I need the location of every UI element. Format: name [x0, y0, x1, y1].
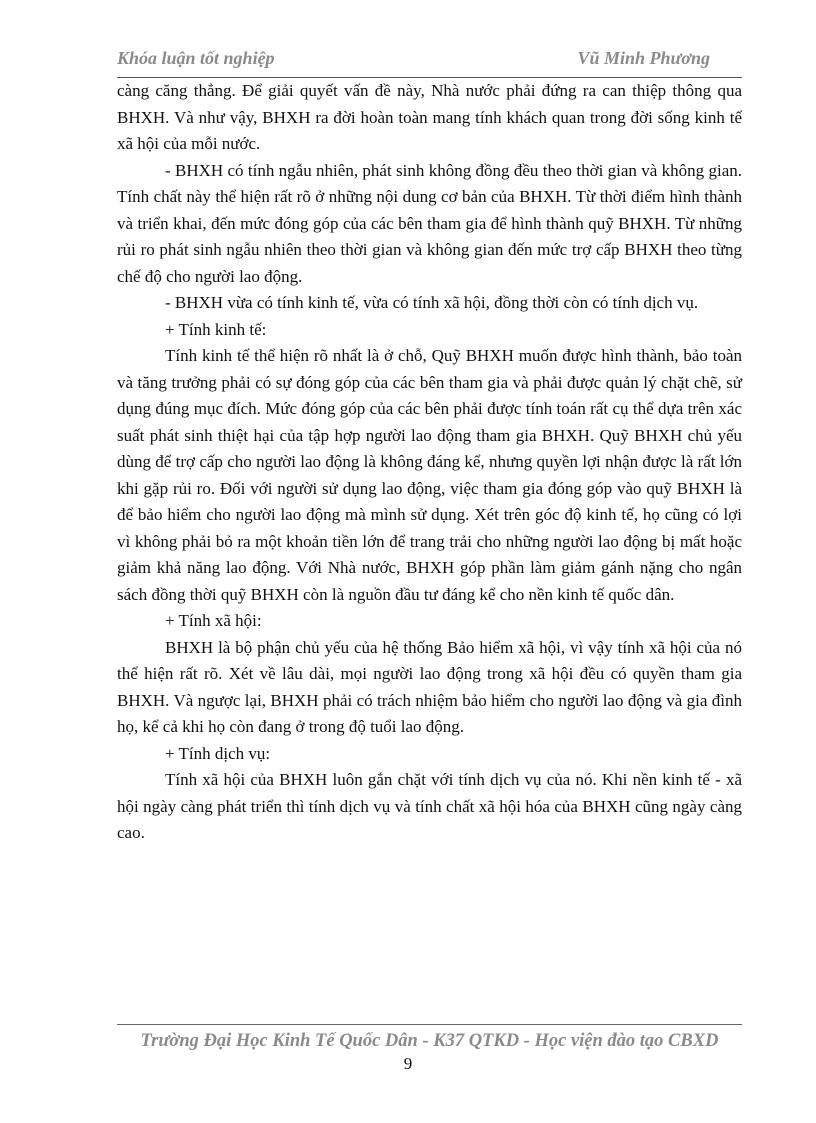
paragraph-three-properties: - BHXH vừa có tính kinh tế, vừa có tính xã hội, đồng thời còn có tính dịch vụ.	[165, 293, 699, 312]
page-number: 9	[403, 1054, 413, 1073]
subheading-service: + Tính dịch vụ:	[165, 743, 271, 763]
document-body	[117, 78, 742, 847]
subheading-social: + Tính xã hội:	[165, 611, 262, 630]
paragraph-service: Tính xã hội của BHXH luôn gắn chặt với tính dịch vụ của nó. Khi nền kinh tế - xã hội ngày càng phát triển thì tính dịch vụ và tính chất xã hội hóa của BHXH cũng ngày càng cao.	[117, 770, 742, 842]
paragraph-continuation: càng căng thẳng. Để giải quyết vấn đề này, Nhà nước phải đứng ra can thiệp thông qua BHXH. Và như vậy, BHXH ra đời hoàn toàn mang tính khách quan trong đời sống kinh tế xã hội của mỗi nước.	[117, 81, 742, 153]
paragraph-random-nature: - BHXH có tính ngẫu nhiên, phát sinh không đồng đều theo thời gian và không gian. Tính chất này thể hiện rất rõ ở những nội dung cơ bản của BHXH. Từ thời điểm hình thành và triển khai, đến mức đóng góp của các bên tham gia để hình thành quỹ BHXH. Từ những rủi ro phát sinh ngẫu nhiên theo thời gian và không gian đến mức trợ cấp BHXH theo từng chế độ cho người lao động.	[117, 160, 742, 286]
page-header	[117, 48, 742, 78]
footer-institution: Trường Đại Học Kinh Tế Quốc Dân - K37 QTKD - Học viện đào tạo CBXD	[140, 1031, 719, 1051]
paragraph-social: BHXH là bộ phận chủ yếu của hệ thống Bảo hiểm xã hội, vì vậy tính xã hội của nó thể hiện rất rõ. Xét về lâu dài, mọi người lao động trong xã hội đều có quyền tham gia BHXH. Và ngược lại, BHXH phải có trách nhiệm bảo hiểm cho người lao động và gia đình họ, kể cả khi họ còn đang ở trong độ tuổi lao động.	[117, 637, 742, 736]
subheading-economic: + Tính kinh tế:	[165, 319, 267, 339]
header-author: Vũ Minh Phương	[577, 48, 710, 68]
paragraph-economic: Tính kinh tế thể hiện rõ nhất là ở chỗ, Quỹ BHXH muốn được hình thành, bảo toàn và tăng trưởng phải có sự đóng góp của các bên tham gia và phải được quản lý chặt chẽ, sử dụng đúng mục đích. Mức đóng góp của các bên phải được tính toán rất cụ thể dựa trên xác suất phát sinh thiệt hại của tập hợp người lao động tham gia BHXH. Quỹ BHXH chủ yếu dùng để trợ cấp cho người lao động là không đáng kể, nhưng quyền lợi nhận được là rất lớn khi gặp rủi ro. Đối với người sử dụng lao động, việc tham gia đóng góp vào quỹ BHXH là để bảo hiểm cho người lao động mà mình sử dụng. Xét trên góc độ kinh tế, họ cũng có lợi vì không phải bỏ ra một khoản tiền lớn để trang trải cho những người lao động bị mất hoặc giảm khả năng lao động. Với Nhà nước, BHXH góp phần làm giảm gánh nặng cho ngân sách đồng thời quỹ BHXH còn là nguồn đầu tư đáng kể cho nền kinh tế quốc dân.	[117, 346, 742, 604]
footer-divider	[117, 1024, 742, 1025]
header-left-title: Khóa luận tốt nghiệp	[117, 48, 275, 68]
